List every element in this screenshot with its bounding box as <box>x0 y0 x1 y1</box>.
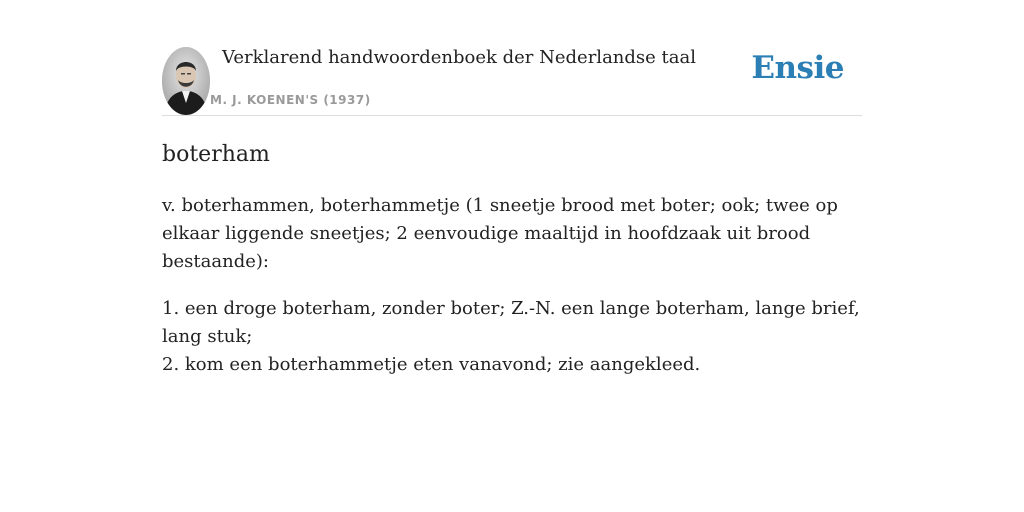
entry-example-2: 2. kom een boterhammetje eten vanavond; zie aangekleed. <box>162 354 701 375</box>
site-header <box>162 40 862 116</box>
book-title: Verklarend handwoordenboek der Nederlandse taal <box>222 47 696 68</box>
entry-body <box>162 192 862 379</box>
entry-headword: boterham <box>162 142 270 167</box>
book-author: M. J. KOENEN'S (1937) <box>210 93 371 107</box>
author-portrait-image <box>162 47 210 115</box>
entry-examples <box>162 295 862 379</box>
entry-example-1: 1. een droge boterham, zonder boter; Z.-N. een lange boterham, lange brief, lang stuk; <box>162 298 860 347</box>
ensie-logo-link[interactable]: Ensie <box>751 50 844 86</box>
entry-definition: v. boterhammen, boterhammetje (1 sneetje brood met boter; ook; twee op elkaar liggende sneetjes; 2 eenvoudige maaltijd in hoofdzaak uit brood bestaande): <box>162 195 838 272</box>
